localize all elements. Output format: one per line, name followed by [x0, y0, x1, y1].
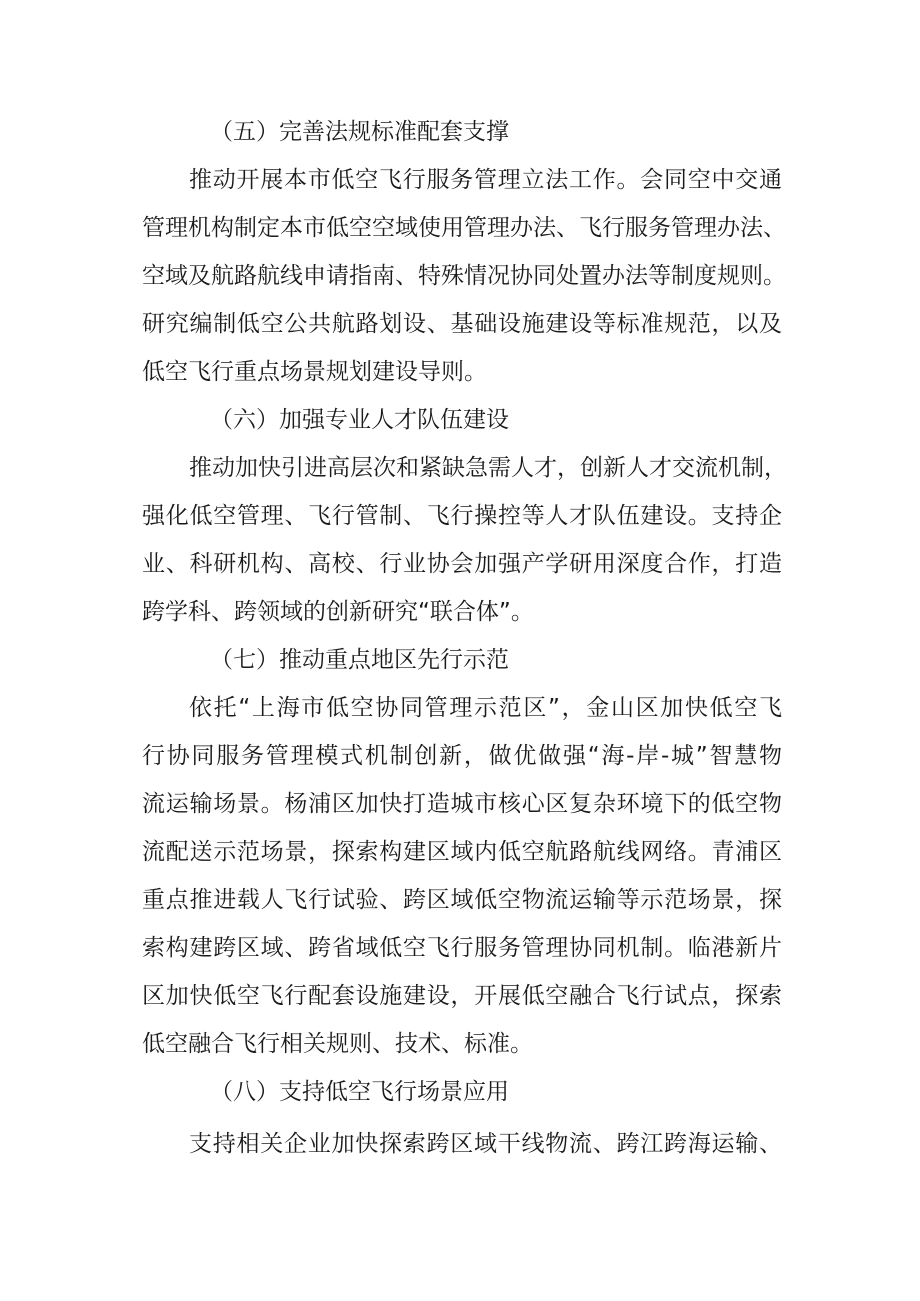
section-heading-8: （八）支持低空飞行场景应用	[210, 1079, 509, 1105]
paragraph-line: 管理机构制定本市低空空域使用管理办法、飞行服务管理办法、	[142, 215, 786, 241]
paragraph-line: 流运输场景。杨浦区加快打造城市核心区复杂环境下的低空物	[142, 791, 782, 817]
paragraph-line: 低空飞行重点场景规划建设导则。	[142, 359, 487, 385]
section-heading-6: （六）加强专业人才队伍建设	[210, 407, 509, 433]
paragraph-line: 区加快低空飞行配套设施建设，开展低空融合飞行试点，探索	[142, 983, 782, 1009]
paragraph-line: 跨学科、跨领域的创新研究“联合体”。	[142, 599, 534, 625]
paragraph-line: 低空融合飞行相关规则、技术、标准。	[142, 1031, 533, 1057]
paragraph-line: 依托“上海市低空协同管理示范区”，金山区加快低空飞	[189, 695, 782, 721]
paragraph-line: 研究编制低空公共航路划设、基础设施建设等标准规范，以及	[142, 311, 782, 337]
section-heading-5: （五）完善法规标准配套支撑	[210, 119, 509, 145]
paragraph-line: 支持相关企业加快探索跨区域干线物流、跨江跨海运输、	[189, 1131, 782, 1157]
paragraph-line: 强化低空管理、飞行管制、飞行操控等人才队伍建设。支持企	[142, 503, 782, 529]
paragraph-line: 流配送示范场景，探索构建区域内低空航路航线网络。青浦区	[142, 839, 782, 865]
paragraph-line: 索构建跨区域、跨省域低空飞行服务管理协同机制。临港新片	[142, 935, 782, 961]
paragraph-line: 重点推进载人飞行试验、跨区域低空物流运输等示范场景，探	[142, 887, 782, 913]
paragraph-line: 推动开展本市低空飞行服务管理立法工作。会同空中交通	[189, 167, 782, 193]
paragraph-line: 行协同服务管理模式机制创新，做优做强“海-岸-城”智慧物	[142, 743, 782, 769]
section-heading-7: （七）推动重点地区先行示范	[210, 647, 509, 673]
paragraph-line: 推动加快引进高层次和紧缺急需人才，创新人才交流机制，	[189, 455, 787, 481]
paragraph-line: 空域及航路航线申请指南、特殊情况协同处置办法等制度规则。	[142, 263, 786, 289]
paragraph-line: 业、科研机构、高校、行业协会加强产学研用深度合作，打造	[142, 551, 782, 577]
